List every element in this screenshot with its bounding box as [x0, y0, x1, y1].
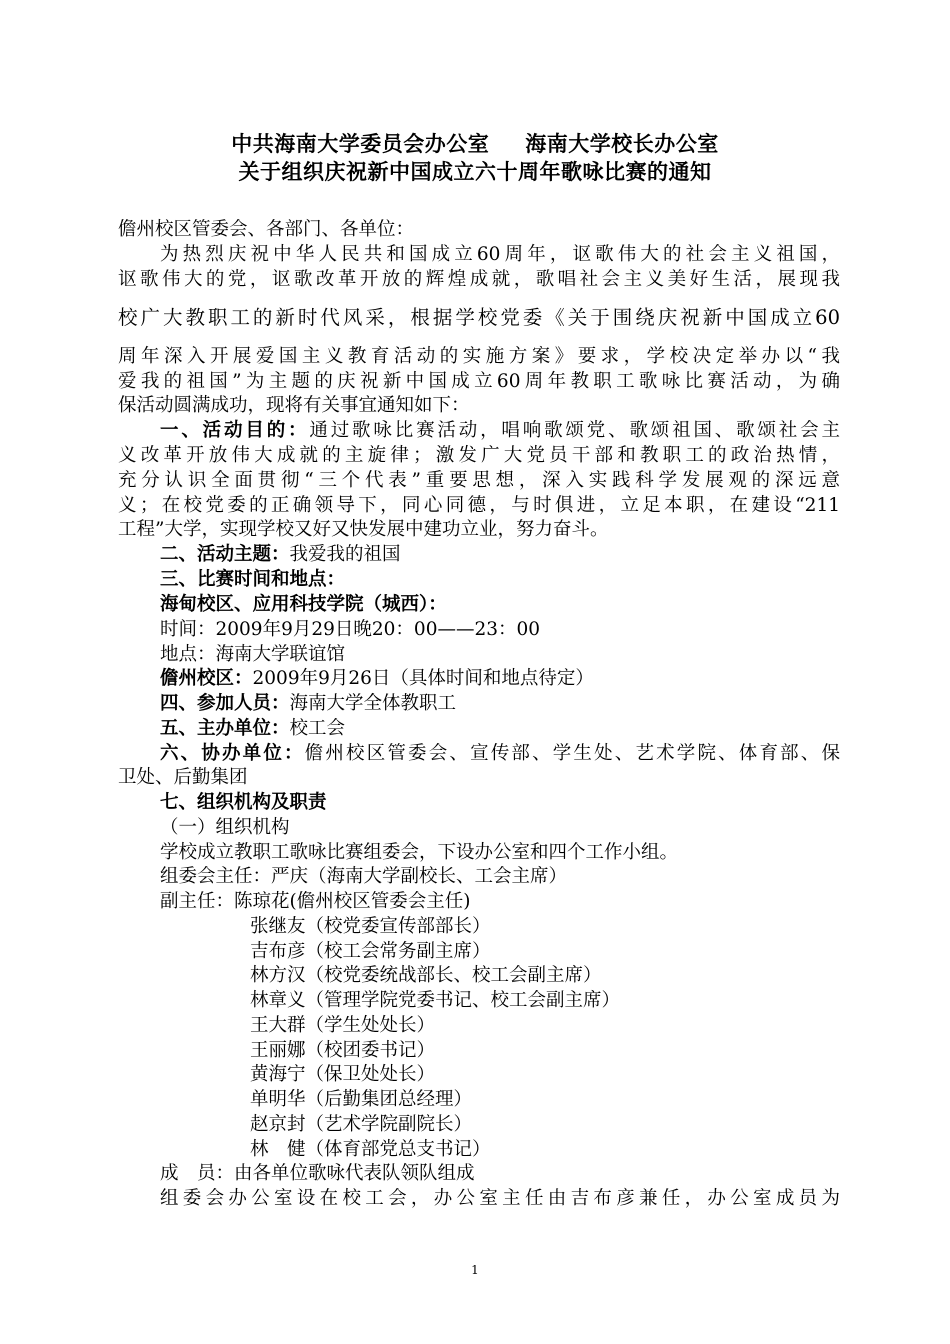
section-1-label: 一、活动目的： — [160, 420, 310, 441]
issuer-president-office: 海南大学校长办公室 — [525, 132, 719, 156]
venue-1-place: 地点：海南大学联谊馆 — [160, 644, 346, 665]
org-deputy-first: 副主任：陈琼花(儋州校区管委会主任) — [160, 891, 471, 912]
intro-line: 周年深入开展爱国主义教育活动的实施方案》要求，学校决定举办以“我 — [118, 346, 840, 367]
section-6-text: 儋州校区管委会、宣传部、学生处、艺术学院、体育部、保 — [304, 743, 840, 764]
section-1-line: 工程”大学，实现学校又好又快发展中建功立业，努力奋斗。 — [118, 519, 609, 540]
org-director: 组委会主任：严庆（海南大学副校长、工会主席） — [160, 866, 568, 887]
section-4-participants — [160, 692, 840, 716]
org-subheading: （一）组织机构 — [160, 817, 290, 838]
org-deputy: 林方汉（校党委统战部长、校工会副主席） — [250, 965, 602, 986]
intro-line: 校广大教职工的新时代风采，根据学校党委《关于围绕庆祝新中国成立60 — [118, 306, 840, 329]
org-deputy: 王丽娜（校团委书记） — [250, 1040, 436, 1061]
intro-line: 为热烈庆祝中华人民共和国成立60周年，讴歌伟大的社会主义祖国， — [160, 244, 840, 265]
org-deputy: 张继友（校党委宣传部部长） — [250, 916, 491, 937]
org-deputy: 林 健（体育部党总支书记） — [250, 1139, 491, 1160]
section-4-label: 四、参加人员： — [160, 693, 290, 714]
section-2-label: 二、活动主题： — [160, 544, 290, 565]
org-deputy: 黄海宁（保卫处处长） — [250, 1064, 436, 1085]
section-3-label: 三、比赛时间和地点： — [160, 569, 346, 590]
salutation: 儋州校区管委会、各部门、各单位： — [118, 219, 415, 240]
section-4-text: 海南大学全体教职工 — [289, 693, 457, 714]
venue-2-text: 2009年9月26日（具体时间和地点待定） — [252, 668, 594, 689]
org-deputy: 单明华（后勤集团总经理） — [250, 1089, 473, 1110]
section-1-text: 通过歌咏比赛活动，唱响歌颂党、歌颂祖国、歌颂社会主 — [309, 420, 840, 441]
section-6-co-organizers — [160, 742, 840, 766]
section-1-purpose — [160, 419, 840, 443]
org-description: 学校成立教职工歌咏比赛组委会，下设办公室和四个工作小组。 — [160, 842, 679, 863]
section-1-line: 充分认识全面贯彻“三个代表”重要思想，深入实践科学发展观的深远意 — [118, 470, 840, 491]
org-office: 组委会办公室设在校工会，办公室主任由吉布彦兼任，办公室成员为 — [160, 1188, 840, 1209]
org-deputy: 吉布彦（校工会常务副主席） — [250, 941, 491, 962]
section-2-text: 我爱我的祖国 — [289, 544, 401, 565]
venue-1-label: 海甸校区、应用科技学院（城西）： — [160, 594, 447, 615]
section-5-label: 五、主办单位： — [160, 718, 290, 739]
venue-1-time: 时间：2009年9月29日晚20：00——23：00 — [160, 619, 541, 640]
section-6-label: 六、协办单位： — [160, 743, 305, 764]
section-1-line: 义改革开放伟大成就的主旋律；激发广大党员干部和教职工的政治热情， — [118, 445, 840, 466]
title-line-2: 关于组织庆祝新中国成立六十周年歌咏比赛的通知 — [238, 160, 712, 184]
issuer-party-office: 中共海南大学委员会办公室 — [231, 132, 490, 156]
section-6-line: 卫处、后勤集团 — [118, 767, 248, 788]
org-deputy: 赵京封（艺术学院副院长） — [250, 1114, 473, 1135]
venue-2 — [160, 667, 840, 691]
section-5-text: 校工会 — [289, 718, 346, 739]
title-line-1 — [0, 128, 950, 158]
section-7-label: 七、组织机构及职责 — [160, 792, 327, 813]
intro-line: 保活动圆满成功，现将有关事宜通知如下： — [118, 395, 470, 416]
intro-line: 讴歌伟大的党，讴歌改革开放的辉煌成就，歌唱社会主义美好生活，展现我 — [118, 269, 840, 290]
intro-line: 爱我的祖国”为主题的庆祝新中国成立60周年教职工歌咏比赛活动，为确 — [118, 371, 840, 392]
org-deputy: 王大群（学生处处长） — [250, 1015, 436, 1036]
section-5-organizer — [160, 717, 840, 741]
venue-2-label: 儋州校区： — [160, 668, 253, 689]
section-2-theme — [160, 543, 840, 567]
org-deputy: 林章义（管理学院党委书记、校工会副主席） — [250, 990, 621, 1011]
page-number: 1 — [471, 1263, 479, 1277]
section-1-line: 义；在校党委的正确领导下，同心同德，与时俱进，立足本职，在建设“211 — [118, 495, 840, 516]
org-members: 成 员：由各单位歌咏代表队领队组成 — [160, 1163, 475, 1184]
